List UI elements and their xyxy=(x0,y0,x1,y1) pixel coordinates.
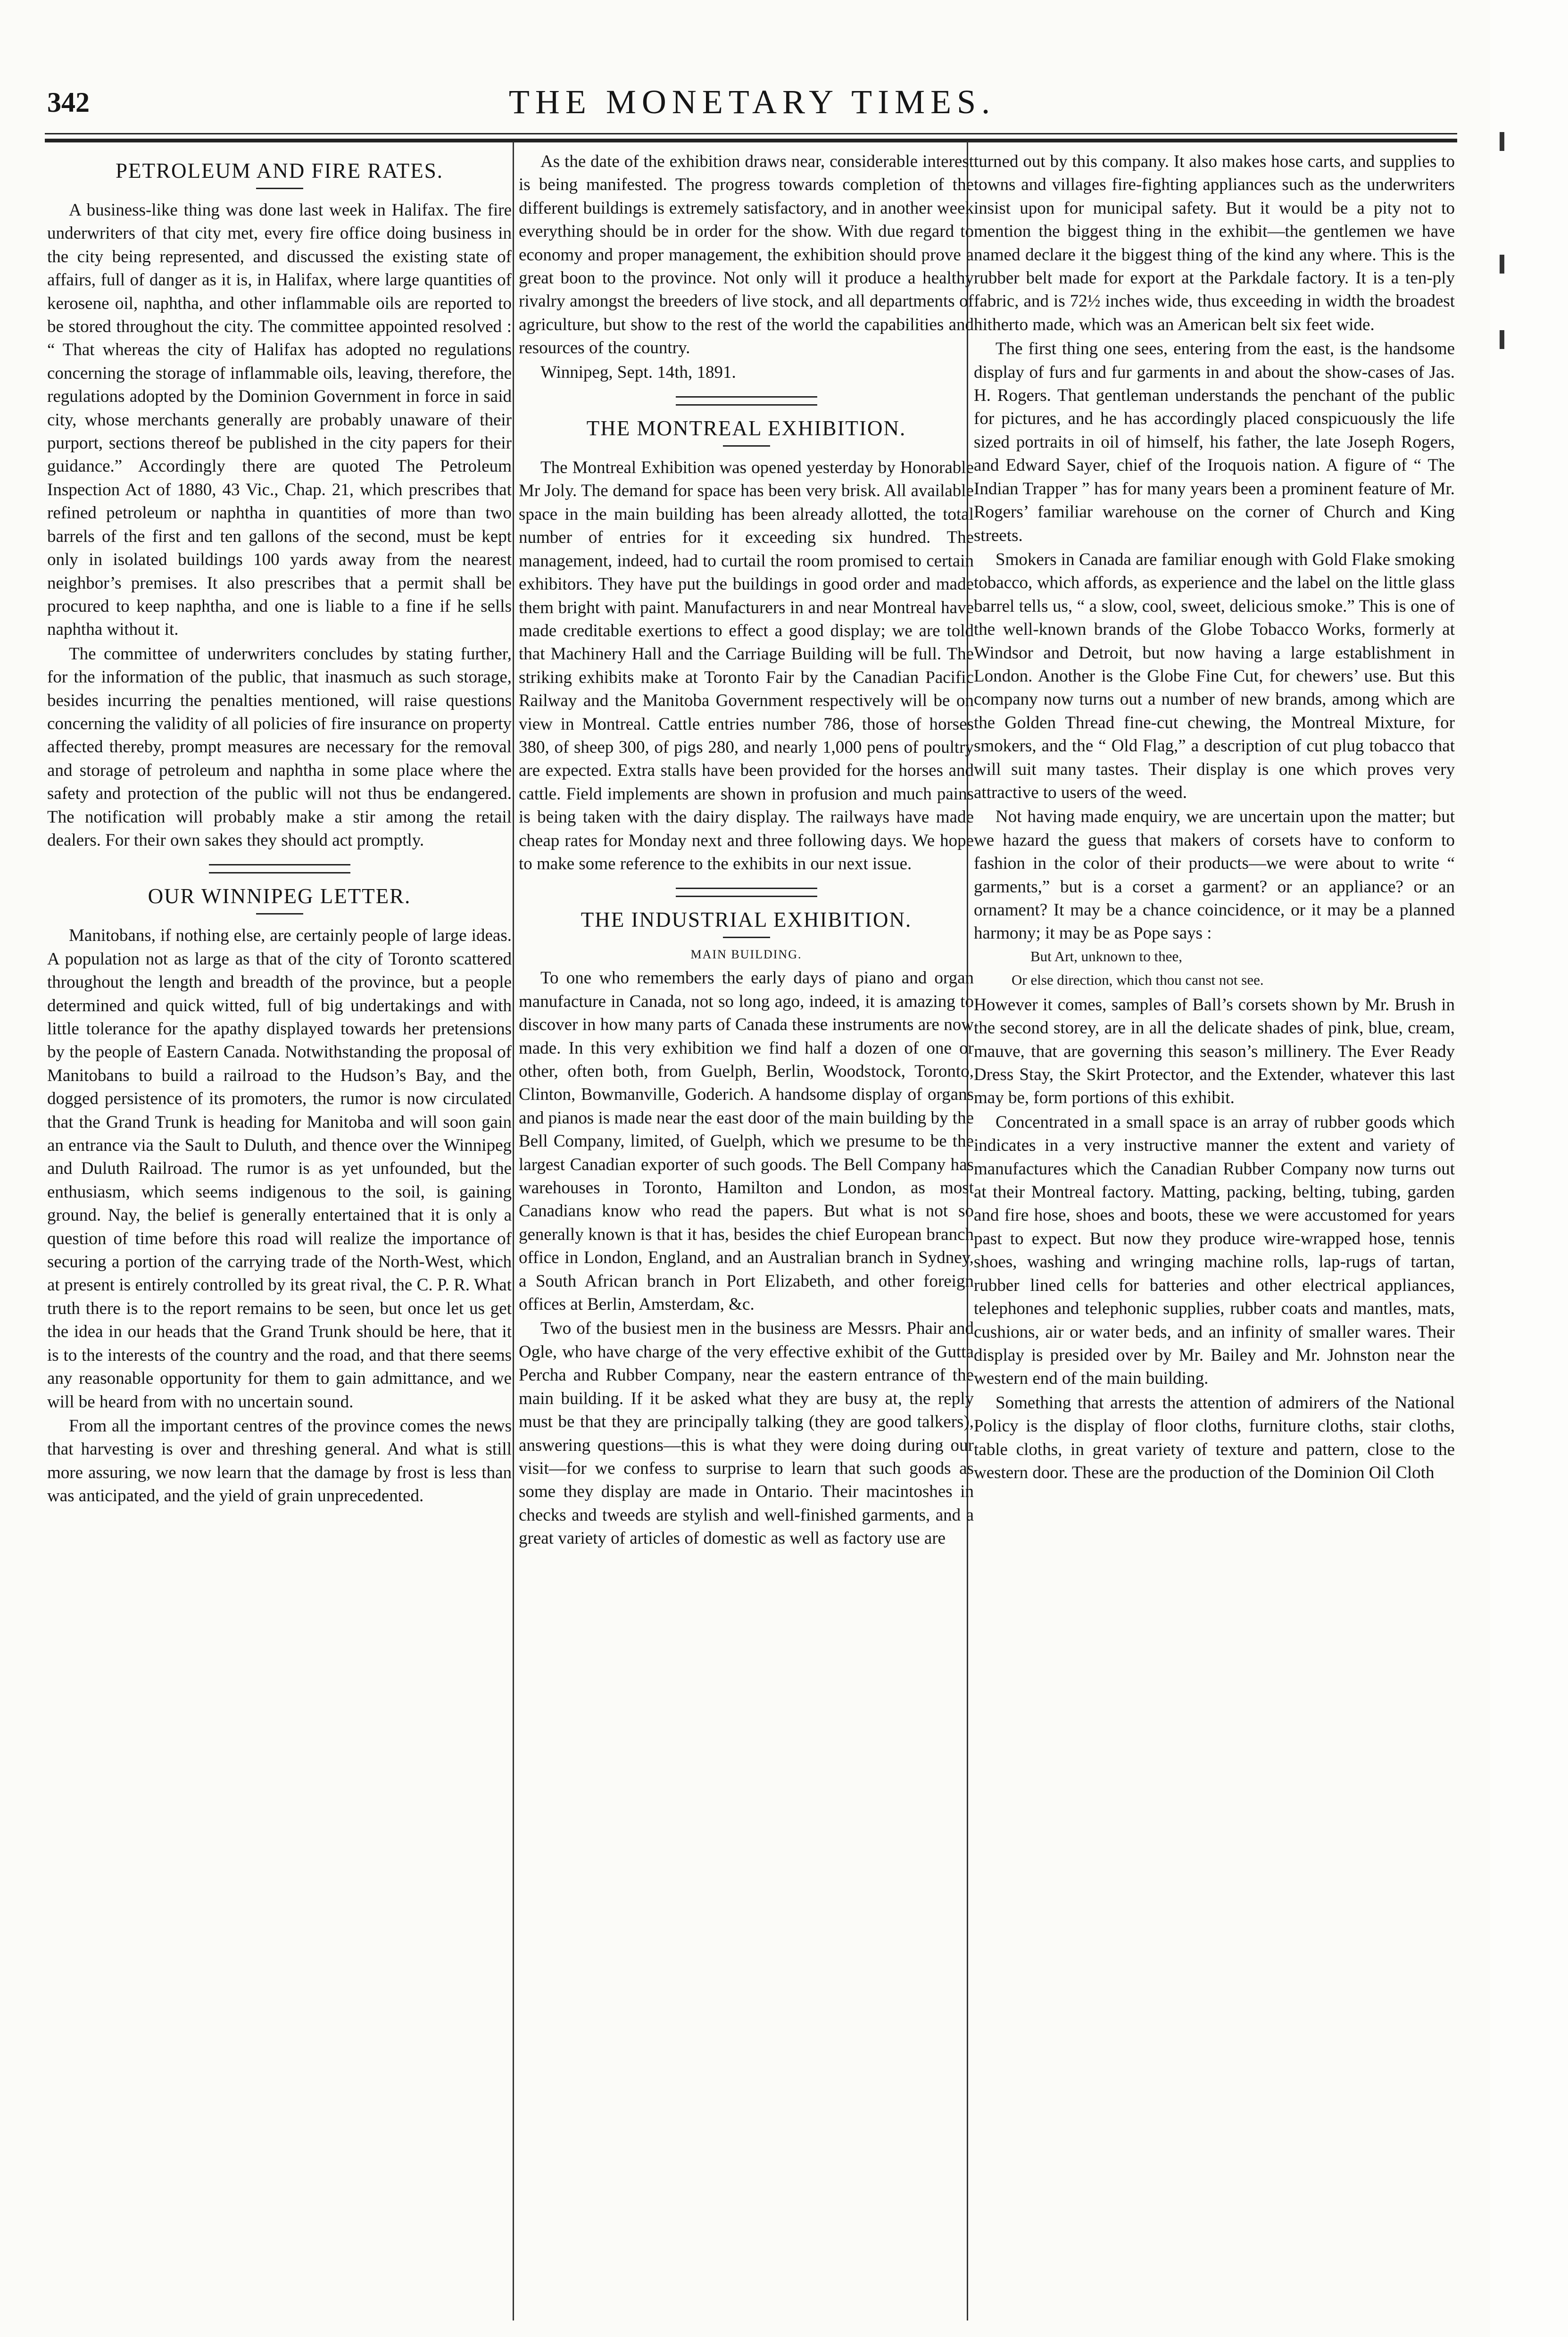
edge-mark xyxy=(1500,255,1504,274)
article-title: PETROLEUM AND FIRE RATES. xyxy=(115,159,444,183)
column-divider xyxy=(513,141,514,2320)
paragraph: From all the important centres of the province comes the news that harvesting is over and threshing general. And what is still more assuring, we now learn that the damage by frost is less than was anticipated, and the yield of grain unprecedented. xyxy=(47,1416,512,1506)
dateline: Winnipeg, Sept. 14th, 1891. xyxy=(540,362,736,382)
article-title: OUR WINNIPEG LETTER. xyxy=(148,884,411,908)
page-header xyxy=(45,83,1460,125)
paragraph: Two of the busiest men in the business are Messrs. Phair and Ogle, who have charge of the very effective exhibit of the Gutta Percha and Rubber Company, near the eastern entrance of the main building. If it be asked what they are busy at, the reply must be that they are principally talking (they are good talkers), answering questions—this is what they were doing during our visit—for we confess to surprise to learn that such goods as some they display are made in Ontario. Their macintoshes in checks and tweeds are stylish and well-finished garments, and a great variety of articles of domestic as well as factory use are xyxy=(519,1319,974,1548)
paragraph: Smokers in Canada are familiar enough with Gold Flake smoking tobacco, which affords, as experience and the label on the little glass barrel tells us, “ a slow, cool, sweet, delicious smoke.” This is one of the well-known brands of the Globe Tobacco Works, formerly at Windsor and Detroit, but now having a large establishment in London. Another is the Globe Fine Cut, for chewers’ use. But this company now turns out a number of new brands, among which are the Golden Thread fine-cut chewing, the Montreal Mixture, for smokers, and the “ Old Flag,” a description of cut plug tobacco that will suit many tastes. Their display is one which proves very attractive to users of the weed. xyxy=(974,549,1455,802)
title-rule xyxy=(256,913,303,915)
verse-line: Or else direction, which thou canst not see. xyxy=(1012,971,1264,988)
column-1 xyxy=(47,150,512,2320)
column-3 xyxy=(974,150,1455,2320)
edge-mark xyxy=(1500,330,1504,349)
paragraph: The first thing one sees, entering from the east, is the handsome display of furs and fur garments in and about the show-cases of Jas. H. Rogers. That gentleman understands the penchant of the public for pictures, and he has accordingly placed conspicuously the life sized portraits in oil of himself, his father, the late Joseph Rogers, and Edward Sayer, chief of the Iroquois nation. A figure of “ The Indian Trapper ” has for many years been a prominent feature of Mr. Rogers’ familiar warehouse on the corner of Church and King streets. xyxy=(974,339,1455,545)
paragraph: Manitobans, if nothing else, are certainly people of large ideas. A population not as large as that of the city of Toronto scattered throughout the length and breadth of the province, but a people determined and quick witted, full of big undertakings and with little tolerance for the apathy displayed towards her pretensions by the people of Eastern Canada. Notwithstanding the proposal of Manitobans to build a railroad to the Hudson’s Bay, and the dogged persistence of its promoters, the rumor is now circulated that the Grand Trunk is heading for Manitoba and will soon gain an entrance via the Sault to Duluth, and thence over the Winnipeg and Duluth Railroad. The rumor is as yet unfounded, but the enthusiasm, which seems indigenous to the soil, is gaining ground. Nay, the belief is generally entertained that it is only a question of time before this road will realize the importance of securing a portion of the carrying trade of the North-West, which at present is entirely controlled by its great rival, the C. P. R. What truth there is to the report remains to be seen, but once let us get the idea in our heads that the Grand Trunk should be here, that it is to the interests of the country and the road, and that there seems any reasonable opportunity for them to gain admittance, and we will be heard from with no uncertain sound. xyxy=(47,926,512,1412)
title-rule xyxy=(723,937,770,938)
paragraph: As the date of the exhibition draws near, considerable interest is being manifested. The progress towards completion of the different buildings is extremely satisfactory, and in another week everything should be in order for the show. With due regard to economy and proper management, the exhibition should prove a great boon to the province. Not only will it produce a healthy rivalry amongst the breeders of live stock, and all departments of agriculture, but show to the rest of the world the capabilities and resources of the country. xyxy=(519,152,974,358)
page-number: 342 xyxy=(47,87,90,118)
masthead: THE MONETARY TIMES. xyxy=(508,83,996,121)
paragraph: The committee of underwriters concludes by stating further, for the information of the public, that inasmuch as such storage, besides incurring the penalties mentioned, will raise questions concerning the validity of all policies of fire insurance on property affected thereby, prompt measures are necessary for the removal and storage of petroleum and naphtha in some place where the safety and protection of the public will not thus be endangered. The notification will probably make a stir among the retail dealers. For their own sakes they should act promptly. xyxy=(47,644,512,850)
paragraph: To one who remembers the early days of piano and organ manufacture in Canada, not so long ago, indeed, it is amazing to discover in how many parts of Canada these instruments are now made. In this very exhibition we find half a dozen of one or other, often both, from Guelph, Berlin, Woodstock, Toronto, Clinton, Bowmanville, Goderich. A handsome display of organs and pianos is made near the east door of the main building by the Bell Company, limited, of Guelph, which we presume to be the largest Canadian exporter of such goods. The Bell Company has warehouses in Toronto, Hamilton and London, as most Canadians know who read the papers. But what is not so generally known is that it has, besides the chief European branch office in London, England, and an Australian branch in Sydney, a South African branch in Port Elizabeth, and other foreign offices at Berlin, Amsterdam, &c. xyxy=(519,968,974,1314)
column-2 xyxy=(519,150,974,2320)
header-rule xyxy=(45,133,1457,134)
title-rule xyxy=(723,445,770,447)
edge-mark xyxy=(1500,132,1504,151)
verse-line: But Art, unknown to thee, xyxy=(1030,948,1183,965)
title-rule xyxy=(256,188,303,189)
article-subtitle: MAIN BUILDING. xyxy=(690,948,802,962)
section-rule xyxy=(676,396,817,406)
header-rule-thick xyxy=(45,139,1457,142)
article-title: THE MONTREAL EXHIBITION. xyxy=(586,416,906,441)
paragraph: Concentrated in a small space is an array of rubber goods which indicates in a very instructive manner the extent and variety of manufactures which the Canadian Rubber Company now turns out at their Montreal factory. Matting, packing, belting, tubing, garden and fire hose, shoes and boots, these we were accustomed for years past to expect. But now they produce wire-wrapped hose, tennis shoes, washing and wringing machine rolls, lap-rugs of tartan, rubber lined cells for batteries and other electrical appliances, telephones and telephonic supplies, rubber coats and mantles, mats, cushions, air or water beds, and an infinity of smaller wares. Their display is presided over by Mr. Bailey and Mr. Johnston near the western end of the main building. xyxy=(974,1112,1455,1389)
section-rule xyxy=(676,888,817,897)
article-title: THE INDUSTRIAL EXHIBITION. xyxy=(581,908,912,932)
paragraph: The Montreal Exhibition was opened yesterday by Honorable Mr Joly. The demand for space has been very brisk. All available space in the main building has been already allotted, the total number of entries for it exceeding six hundred. The management, indeed, had to curtail the room promised to certain exhibitors. They have put the buildings in good order and made them bright with paint. Manufacturers in and near Montreal have made creditable exertions to effect a good display; we are told that Machinery Hall and the Carriage Building will be full. The striking exhibits make at Toronto Fair by the Canadian Pacific Railway and the Manitoba Government respectively will be on view in Montreal. Cattle entries number 786, those of horses 380, of sheep 300, of pigs 280, and nearly 1,000 pens of poultry are expected. Extra stalls have been provided for the horses and cattle. Field implements are shown in profusion and much pains is being taken with the dairy display. The railways have made cheap rates for Monday next and three following days. We hope to make some reference to the exhibits in our next issue. xyxy=(519,458,974,873)
paragraph: turned out by this company. It also makes hose carts, and supplies to towns and villages fire-fighting appliances such as the underwriters insist upon for municipal safety. But it would be a pity not to mention the biggest thing in the exhibit—the gentlemen we have named declare it the biggest thing of the kind any where. This is the rubber belt made for export at the Parkdale factory. It is a ten-ply fabric, and is 72½ inches wide, thus exceeding in width the broadest hitherto made, which was an American belt six feet wide. xyxy=(974,152,1455,334)
paragraph: A business-like thing was done last week in Halifax. The fire underwriters of that city met, every fire office doing business in the city being represented, and discussed the existing state of affairs, full of danger as it is, in Halifax, where large quantities of kerosene oil, naphtha, and other inflammable oils are reported to be stored throughout the city. The committee appointed resolved : “ That whereas the city of Halifax has adopted no regulations concerning the storage of inflammable oils, leaving, therefore, the regulations adopted by the Dominion Government in force in said city, whose merchants generally are probably unaware of their purport, sections thereof be published in the city papers for their guidance.” Accordingly there are quoted The Petroleum Inspection Act of 1880, 43 Vic., Chap. 21, which prescribes that refined petroleum or naphtha in quantities of more than two barrels of the first and ten gallons of the second, must be kept only in isolated buildings 100 yards away from the nearest neighbor’s premises. It also prescribes that a permit shall be procured to keep naphtha, and one is liable to a fine if he sells naphtha without it. xyxy=(47,200,512,640)
section-rule xyxy=(209,864,350,873)
page-edge xyxy=(1490,0,1568,2337)
paragraph: However it comes, samples of Ball’s corsets shown by Mr. Brush in the second storey, are in all the delicate shades of pink, blue, cream, mauve, that are governing this season’s millinery. The Ever Ready Dress Stay, the Skirt Protector, and the Extender, whatever this last may be, form portions of this exhibit. xyxy=(974,995,1455,1108)
paragraph: Something that arrests the attention of admirers of the National Policy is the display of floor cloths, furniture cloths, stair cloths, table cloths, in great variety of texture and pattern, close to the western door. These are the production of the Dominion Oil Cloth xyxy=(974,1393,1455,1482)
paragraph: Not having made enquiry, we are uncertain upon the matter; but we hazard the guess that makers of corsets have to conform to fashion in the color of their products—we were about to write “ garments,” but is a corset a garment? or an appliance? or an ornament? It may be a chance coincidence, or it may be a planned harmony; it may be as Pope says : xyxy=(974,807,1455,943)
